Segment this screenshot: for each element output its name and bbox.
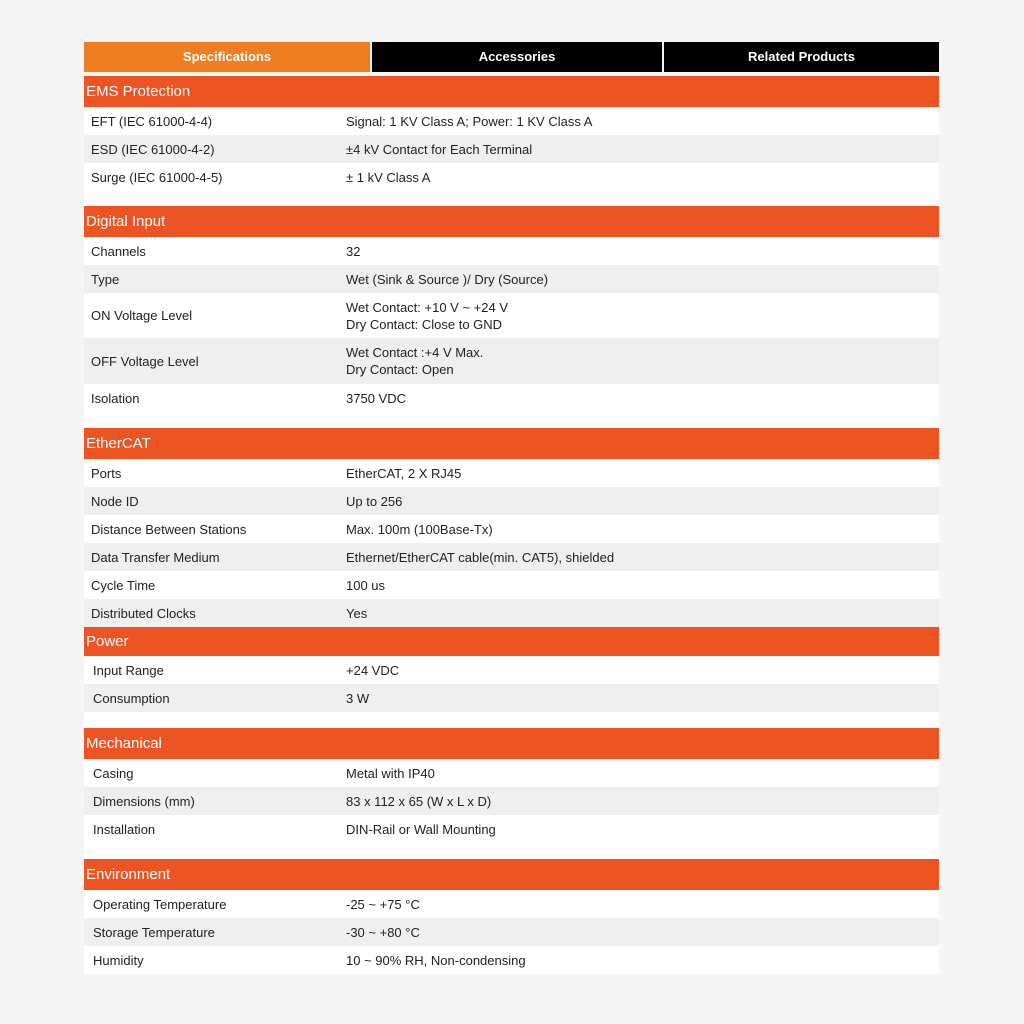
spec-row [84,163,939,191]
spec-row [84,946,939,974]
spec-label: OFF Voltage Level [91,353,199,369]
spec-value-line: ±4 kV Contact for Each Terminal [346,141,533,157]
spec-row [84,338,939,384]
tab-bar [84,42,939,72]
section-spacer [84,412,939,428]
spec-label: Distributed Clocks [91,605,196,621]
section-spacer [84,712,939,728]
spec-row [84,787,939,815]
spec-value-line: Signal: 1 KV Class A; Power: 1 KV Class A [346,113,593,129]
spec-value [346,113,939,130]
spec-value-line: EtherCAT, 2 X RJ45 [346,465,462,481]
spec-value-line: Metal with IP40 [346,765,435,781]
spec-label: Dimensions (mm) [93,793,195,809]
spec-value-line: Wet (Sink & Source )/ Dry (Source) [346,271,549,287]
spec-value-line: 10 ~ 90% RH, Non-condensing [346,952,526,968]
spec-value [346,662,939,679]
spec-label: Storage Temperature [93,924,215,940]
spec-row [84,543,939,571]
spec-row [84,815,939,843]
spec-value-line: Yes [346,605,368,621]
spec-value [346,465,939,482]
spec-value-line: Dry Contact: Open [346,362,454,377]
spec-value [346,493,939,510]
spec-value [346,924,939,941]
spec-row [84,759,939,787]
spec-row [84,135,939,163]
spec-label: Input Range [93,662,164,678]
spec-value-line: Wet Contact: +10 V ~ +24 V [346,299,508,315]
tab-specifications[interactable]: Specifications [84,42,370,72]
spec-value [346,952,939,969]
section-spacer [84,843,939,859]
spec-value-line: Up to 256 [346,493,403,509]
spec-value-line: 32 [346,243,361,259]
spec-label: Node ID [91,493,139,509]
section-spacer [84,191,939,206]
spec-label: Surge (IEC 61000-4-5) [91,169,223,185]
spec-label: Humidity [93,952,144,968]
spec-value-line: ± 1 kV Class A [346,169,431,185]
spec-label: Distance Between Stations [91,521,247,537]
spec-value [346,821,939,838]
spec-sections [84,76,939,974]
section-header: EtherCAT [84,428,939,459]
spec-value [346,896,939,913]
spec-row [84,107,939,135]
spec-value-line: Dry Contact: Close to GND [346,316,503,332]
spec-row [84,237,939,265]
spec-label: EFT (IEC 61000-4-4) [91,113,213,129]
spec-label: Ports [91,465,122,481]
spec-row [84,918,939,946]
spec-value [346,141,939,158]
spec-value [346,299,939,333]
section-header: Digital Input [84,206,939,237]
spec-value [346,793,939,810]
spec-value-line: 3 W [346,690,370,706]
spec-value-line: +24 VDC [346,662,400,678]
spec-label: Casing [93,765,134,781]
spec-label: Operating Temperature [93,896,227,912]
spec-value-line: Ethernet/EtherCAT cable(min. CAT5), shielded [346,549,615,565]
spec-row [84,459,939,487]
section-header: Environment [84,859,939,890]
spec-value-line: Wet Contact :+4 V Max. [346,345,484,360]
spec-value-line: -25 ~ +75 °C [346,896,420,912]
spec-label: Installation [93,821,156,837]
spec-label: ESD (IEC 61000-4-2) [91,141,215,157]
spec-value [346,344,939,378]
spec-row [84,487,939,515]
spec-row [84,571,939,599]
spec-label: Channels [91,243,146,259]
spec-label: ON Voltage Level [91,308,193,323]
spec-value [346,765,939,782]
section-header: Mechanical [84,728,939,759]
spec-label: Type [91,271,120,287]
spec-row [84,293,939,338]
tab-accessories[interactable]: Accessories [372,42,662,72]
spec-label: Data Transfer Medium [91,549,220,565]
tab-related-products[interactable]: Related Products [664,42,939,72]
spec-value-line: -30 ~ +80 °C [346,924,420,940]
spec-value-line: 3750 VDC [346,390,406,406]
spec-value [346,605,939,622]
spec-value [346,271,939,288]
spec-row [84,515,939,543]
spec-value [346,521,939,538]
spec-value [346,690,939,707]
spec-value-line: DIN-Rail or Wall Mounting [346,821,496,837]
spec-value [346,390,939,407]
spec-label: Cycle Time [91,577,156,593]
spec-value [346,549,939,566]
spec-value-line: 83 x 112 x 65 (W x L x D) [346,793,492,809]
spec-value [346,577,939,594]
section-header: EMS Protection [84,76,939,107]
spec-row [84,599,939,627]
section-header: Power [84,627,939,656]
spec-row [84,265,939,293]
spec-row [84,384,939,412]
spec-row [84,656,939,684]
spec-label: Isolation [91,390,140,406]
spec-label: Consumption [93,690,170,706]
spec-row [84,684,939,712]
spec-value [346,169,939,186]
spec-sheet [84,42,939,974]
spec-value-line: Max. 100m (100Base-Tx) [346,521,493,537]
spec-row [84,890,939,918]
spec-value [346,243,939,260]
spec-value-line: 100 us [346,577,386,593]
